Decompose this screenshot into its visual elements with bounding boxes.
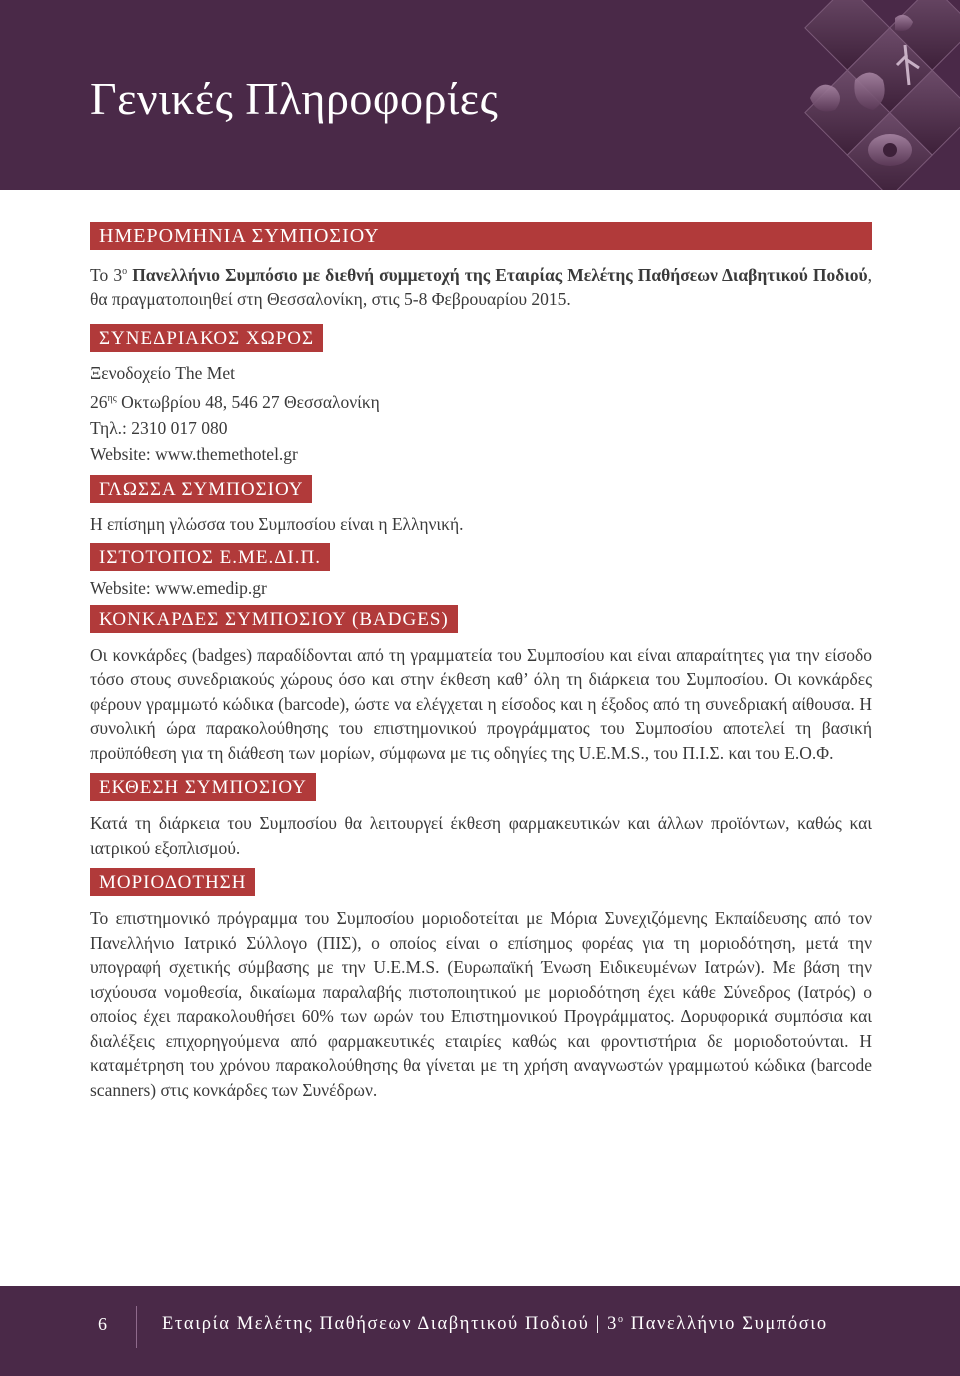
language-text: Η επίσημη γλώσσα του Συμποσίου είναι η Ελληνική. [90,513,464,534]
anatomy-collage-icon [770,0,960,190]
section-heading-exhibition: ΕΚΘΕΣΗ ΣΥΜΠΟΣΙΟΥ [90,773,316,801]
footer-divider [136,1306,137,1348]
credits-paragraph: Το επιστημονικό πρόγραμμα του Συμποσίου μοριοδοτείται με Μόρια Συνεχιζόμενης Εκπαίδευσης από τον Πανελλήνιο Ιατρικό Σύλλογο (ΠΙΣ), ο οποίος είναι ο επίσημος φορέας για τη μοριοδότηση, μετά την υπογραφή σχετικής σύμβασης με την U.E.M.S. (Ευρωπαϊκή Ένωση Ειδικευμένων Ιατρών). Με βάση την ισχύουσα νομοθεσία, δικαίωμα παραλαβής πιστοποιητικού με μοριοδότηση έχει κάθε Σύνεδρος (Ιατρός) ο οποίος έχει παρακολουθήσει 60% των ωρών του Επιστημονικού Προγράμματος. Δορυφορικά συμπόσια και διαλέξεις επιχορηγούμενα από φαρμακευτικές εταιρίες καθώς και φροντιστήρια δε μοριοδοτούνται. Η καταμέτρηση του χρόνου παρακολούθησης θα γίνεται με τη χρήση αναγνωστών γραμμωτού κώδικα (barcode scanners) στις κονκάρδες των Συνέδρων. [90,908,872,1100]
page-header [0,0,960,190]
section-heading-date: ΗΜΕΡΟΜΗΝΙΑ ΣΥΜΠΟΣΙΟΥ [90,222,872,250]
page-title: Γενικές Πληροφορίες [90,73,499,124]
section-heading-badges: ΚΟΝΚΑΡΔΕΣ ΣΥΜΠΟΣΙΟΥ (BADGES) [90,605,458,633]
section-heading-credits: ΜΟΡΙΟΔΟΤΗΣΗ [90,868,255,896]
page-footer [0,1286,960,1376]
exhibition-paragraph: Κατά τη διάρκεια του Συμποσίου θα λειτουργεί έκθεση φαρμακευτικών και άλλων προϊόντων, καθώς και ιατρικού εξοπλισμού. [90,813,872,858]
badges-paragraph: Οι κονκάρδες (badges) παραδίδονται από τη γραμματεία του Συμποσίου και είναι απαραίτητες για την είσοδο τόσο στους συνεδριακούς χώρους όσο και στην έκθεση καθ’ όλη τη διάρκεια του Συμποσίου. Οι κονκάρδες φέρουν γραμμωτό κώδικα (barcode), ώστε να ελέγχεται η είσοδος και η έξοδος από τη συνεδριακή αίθουσα. Η συνολική ώρα παρακολούθησης του επιστημονικού προγράμματος του Συμποσίου αποτελεί τη βασική προϋπόθεση για τη διάθεση των μορίων, σύμφωνα με τις οδηγίες της U.E.M.S., του Π.Ι.Σ. και του Ε.Ο.Φ. [90,644,872,763]
footer-title: Εταιρία Μελέτης Παθήσεων Διαβητικού Ποδιού | $3^o$ Πανελλήνιο Συμπόσιο [162,1314,828,1335]
venue-address: $26^{\eta\varsigma}$ Οκτωβρίου 48, 546 27 Θεσσαλονίκη [90,391,380,412]
section-heading-site: ΙΣΤΟΤΟΠΟΣ Ε.ΜΕ.ΔΙ.Π. [90,543,330,571]
section-heading-language: ΓΛΩΣΣΑ ΣΥΜΠΟΣΙΟΥ [90,475,312,503]
venue-hotel: Ξενοδοχείο The Met [90,362,235,383]
page-number: 6 [98,1314,107,1334]
venue-phone: Τηλ.: 2310 017 080 [90,417,228,438]
content [90,222,872,1102]
section-heading-venue: ΣΥΝΕΔΡΙΑΚΟΣ ΧΩΡΟΣ [90,324,323,352]
date-paragraph: Το $3^o$ Πανελλήνιο Συμπόσιο με διεθνή συμμετοχή της Εταιρίας Μελέτης Παθήσεων Διαβητικού Ποδιού, θα πραγματοποιηθεί στη Θεσσαλονίκη, στις 5-8 Φεβρουαρίου 2015. [90,264,872,310]
site-website-link[interactable]: Website: www.emedip.gr [90,577,267,598]
venue-website-link[interactable]: Website: www.themethotel.gr [90,443,298,464]
